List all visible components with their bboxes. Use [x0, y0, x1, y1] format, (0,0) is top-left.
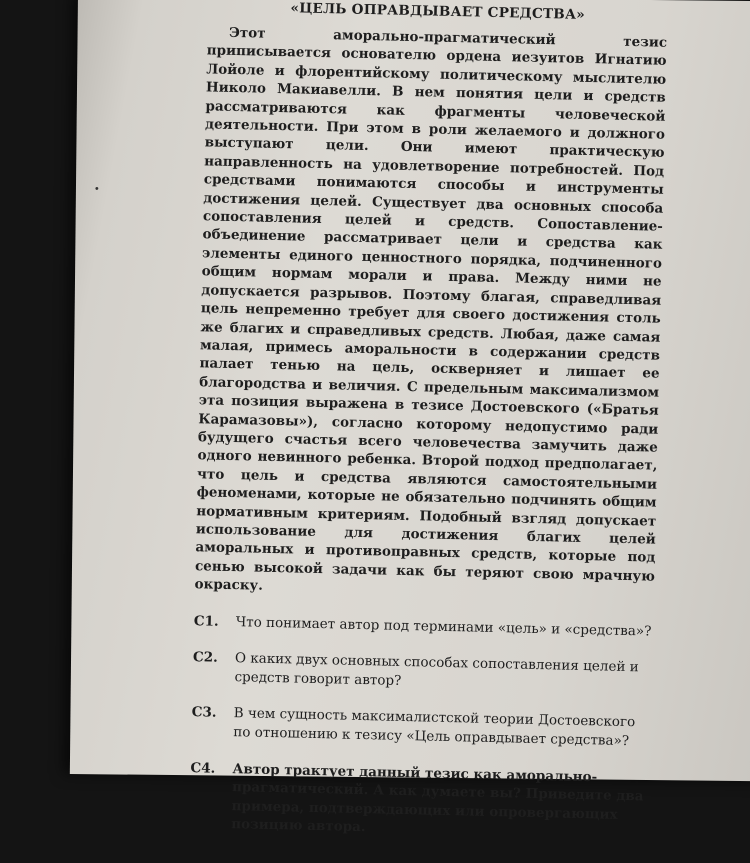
- question-c2: [192, 648, 653, 696]
- question-number: С2.: [192, 649, 218, 666]
- document-content: [189, 0, 668, 862]
- question-text: Автор трактует данный тезис как аморально-прагматический. А как думаете вы? Приведите два примера, подтверждающих или опровергающих позицию автора.: [231, 760, 644, 836]
- question-text: Что понимает автор под терминами «цель» и «средства»?: [235, 613, 652, 640]
- paper-sheet: [70, 0, 750, 836]
- question-number: С1.: [193, 612, 219, 630]
- margin-dot-icon: •: [93, 184, 100, 196]
- question-number: С3.: [191, 704, 217, 722]
- question-number: С4.: [190, 759, 216, 777]
- question-c1: [194, 612, 654, 641]
- document-body: Этот аморально-прагматический тезис приписывается основателю ордена иезуитов Игнатию Лойоле и флорентийскому политическому мыслителю Николо Макиавелли. В нем понятия цели и средств рассматриваются как фрагменты человеческой деятельности. При этом в роли желаемого и должного выступают цели. Они имеют практическую направленность на удовлетворение потребностей. Под средствами понимаются способы и инструменты достижения целей. Существует два основных способа сопоставления целей и средств. Сопоставление-объединение рассматривает цели и средства как элементы единого ценностного порядка, подчиненного общим нормам морали и права. Между ними не допускается разрывов. Поэтому благая, справедливая цель непременно требует для своего достижения столь же благих и справедливых средств. Любая, даже самая малая, примесь аморальности в содержании средств палает тенью на цель, оскверняет и лишает ее благородства и величия. С предельным максимализмом эта позиция выражена в тезисе Достоевского («Братья Карамазовы»), согласно которому недопустимо ради будущего счастья всего человечества замучить даже одного невинного ребенка. Второй подход предполагает, что цель и средства являются самостоятельными феноменами, которые не обязательно подчинять общим нормативным критериям. Подобный взгляд допускает использование для достижения благих целей аморальных и противоправных средств, которые под сенью высокой задачи как бы теряют свою мрачную окраску.: [194, 24, 668, 594]
- question-text: В чем сущность максималистской теории Достоевского по отношению к тезису «Цель оправдывает средства»?: [233, 705, 636, 750]
- question-c4: [189, 759, 651, 844]
- question-text: О каких двух основных способах сопоставления целей и средств говорит автор?: [234, 650, 639, 689]
- questions-list: [189, 612, 654, 844]
- document-title: «ЦЕЛЬ ОПРАВДЫВАЕТ СРЕДСТВА»: [290, 0, 586, 23]
- question-c3: [191, 704, 652, 752]
